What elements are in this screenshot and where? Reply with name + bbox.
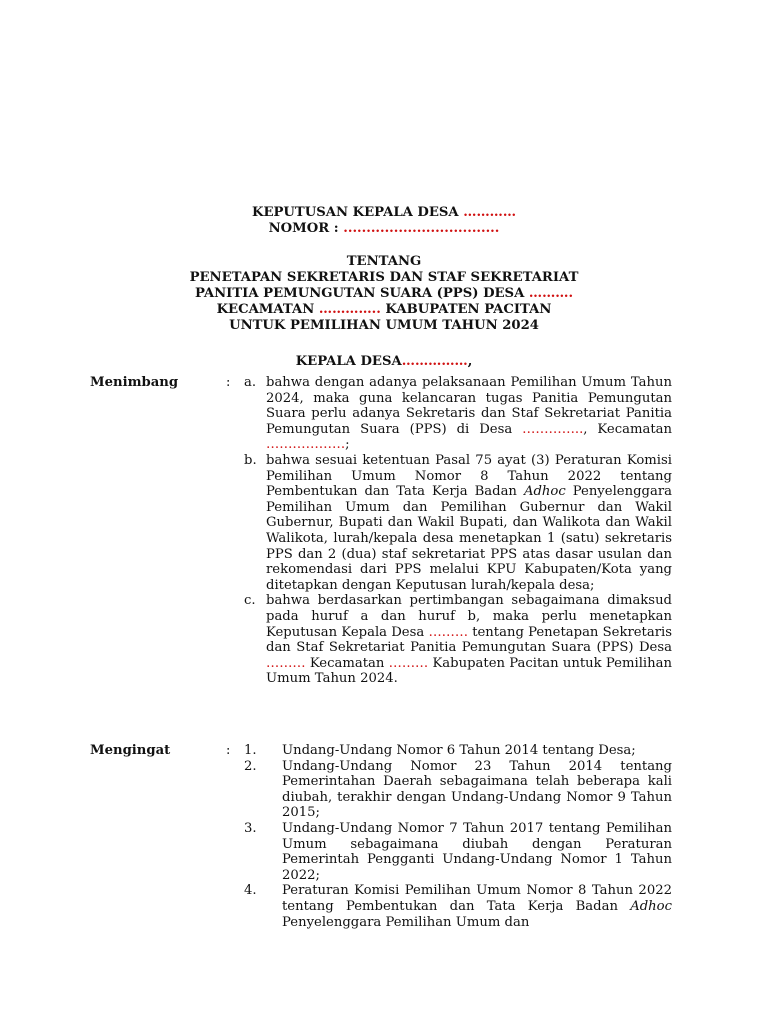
menimbang-a-part2: , Kecamatan xyxy=(583,421,672,437)
document-title-block xyxy=(0,205,768,370)
menimbang-item-a xyxy=(244,375,672,453)
title-line-tentang: TENTANG xyxy=(346,254,422,269)
menimbang-item-a-marker: a. xyxy=(244,375,257,390)
title-panitia-text: PANITIA PEMUNGUTAN SUARA (PPS) DESA xyxy=(194,286,525,301)
menimbang-b-before: bahwa sesuai ketentuan Pasal 75 ayat (3) Peraturan Komisi Pemilihan Umum Nomor 8 Tahun 2022 tentang Pembentukan dan Tata Kerja Badan xyxy=(266,452,672,500)
mengingat-item-2-marker: 2. xyxy=(244,758,257,774)
menimbang-c-part3: Kecamatan xyxy=(309,655,385,671)
mengingat-item-1-text: Undang-Undang Nomor 6 Tahun 2014 tentang Desa; xyxy=(282,743,636,758)
mengingat-item-4-marker: 4. xyxy=(244,883,257,899)
menimbang-label: Menimbang xyxy=(90,375,179,390)
mengingat-item-1 xyxy=(244,743,672,759)
mengingat-list xyxy=(244,743,672,930)
menimbang-item-b xyxy=(244,453,672,593)
title-nomor-text: NOMOR : xyxy=(268,221,339,236)
menimbang-a-part3: ; xyxy=(345,437,350,453)
title-line-keputusan xyxy=(0,205,768,221)
mengingat-item-3-marker: 3. xyxy=(244,820,257,836)
title-panitia-dots: ………. xyxy=(528,286,574,301)
menimbang-a-dots2: ……………… xyxy=(266,437,346,453)
title-line-pemilihan: UNTUK PEMILIHAN UMUM TAHUN 2024 xyxy=(229,318,539,333)
menimbang-item-c-marker: c. xyxy=(244,593,256,609)
menimbang-item-a-text xyxy=(266,375,672,453)
menimbang-item-c xyxy=(244,593,672,687)
mengingat-item-3 xyxy=(244,821,672,883)
menimbang-item-b-marker: b. xyxy=(244,452,257,468)
menimbang-c-dots3: ……… xyxy=(388,655,429,671)
menimbang-c-dots2: ……… xyxy=(266,655,306,671)
mengingat-item-4-text xyxy=(282,883,672,930)
title-line-kepala-desa xyxy=(0,354,768,370)
mengingat-4-italic: Adhoc xyxy=(630,898,672,914)
kepala-desa-text: KEPALA DESA xyxy=(295,354,402,369)
title-line-kecamatan xyxy=(0,302,768,318)
mengingat-label: Mengingat xyxy=(90,743,171,758)
mengingat-item-1-marker: 1. xyxy=(244,743,257,758)
mengingat-item-2-text: Undang-Undang Nomor 23 Tahun 2014 tentang Pemerintahan Daerah sebagaimana telah beberapa kali diubah, terakhir dengan Undang-Undang Nomor 9 Tahun 2015; xyxy=(282,758,672,821)
title-keputusan-text: KEPUTUSAN KEPALA DESA xyxy=(251,205,459,220)
menimbang-item-c-text xyxy=(266,593,672,687)
menimbang-c-dots1: ……… xyxy=(428,624,468,640)
mengingat-item-2 xyxy=(244,759,672,821)
title-line-penetapan: PENETAPAN SEKRETARIS DAN STAF SEKRETARIAT xyxy=(189,270,579,285)
title-line-nomor xyxy=(0,221,768,237)
mengingat-item-3-text: Undang-Undang Nomor 7 Tahun 2017 tentang Pemilihan Umum sebagaimana diubah dengan Peraturan Pemerintah Pengganti Undang-Undang Nomor 1 Tahun 2022; xyxy=(282,820,672,883)
title-kabupaten-text: KABUPATEN PACITAN xyxy=(385,302,552,317)
kepala-desa-dots: …………… xyxy=(401,354,468,369)
title-kecamatan-dots: ………….. xyxy=(318,302,381,317)
title-nomor-dots: .................................. xyxy=(343,221,500,236)
menimbang-b-italic: Adhoc xyxy=(523,484,566,500)
title-keputusan-dots: ………… xyxy=(463,205,517,220)
mengingat-colon: : xyxy=(226,743,231,758)
menimbang-list xyxy=(244,375,672,687)
menimbang-c-part1: bahwa berdasarkan pertimbangan sebagaimana dimaksud pada huruf a dan huruf b, maka perlu menetapkan Keputusan Kepala Desa xyxy=(266,593,672,640)
title-kecamatan-text: KECAMATAN xyxy=(216,302,315,317)
menimbang-item-b-text xyxy=(266,453,672,593)
menimbang-b-after: Penyelenggara Pemilihan Umum dan Pemilihan Gubernur dan Wakil Gubernur, Bupati dan Wakil Bupati, dan Walikota dan Wakil Walikota, lurah/kepala desa menetapkan 1 (satu) sekretaris PPS dan 2 (dua) staf sekretariat PPS atas dasar usulan dan rekomendasi dari PPS melalui KPU Kabupaten/Kota yang ditetapkan dengan Keputusan lurah/kepala desa; xyxy=(266,484,672,593)
menimbang-c-part4: Kabupaten Pacitan untuk Pemilihan Umum Tahun 2024. xyxy=(266,655,672,687)
menimbang-c-part2: tentang Penetapan Sekretaris dan Staf Sekretariat Panitia Pemungutan Suara (PPS) Desa xyxy=(266,624,673,656)
mengingat-4-before: Peraturan Komisi Pemilihan Umum Nomor 8 Tahun 2022 tentang Pembentukan dan Tata Kerja Badan xyxy=(282,883,672,914)
menimbang-colon: : xyxy=(226,375,231,390)
menimbang-a-dots1: ………….. xyxy=(522,421,584,437)
menimbang-a-part1: bahwa dengan adanya pelaksanaan Pemilihan Umum Tahun 2024, maka guna kelancaran tugas Panitia Pemungutan Suara perlu adanya Sekretaris dan Staf Sekretariat Panitia Pemungutan Suara (PPS) di Desa xyxy=(266,375,672,437)
mengingat-4-after: Penyelenggara Pemilihan Umum dan xyxy=(282,914,530,930)
kepala-desa-comma: , xyxy=(467,354,473,369)
mengingat-item-4 xyxy=(244,883,672,930)
title-line-panitia xyxy=(0,286,768,302)
